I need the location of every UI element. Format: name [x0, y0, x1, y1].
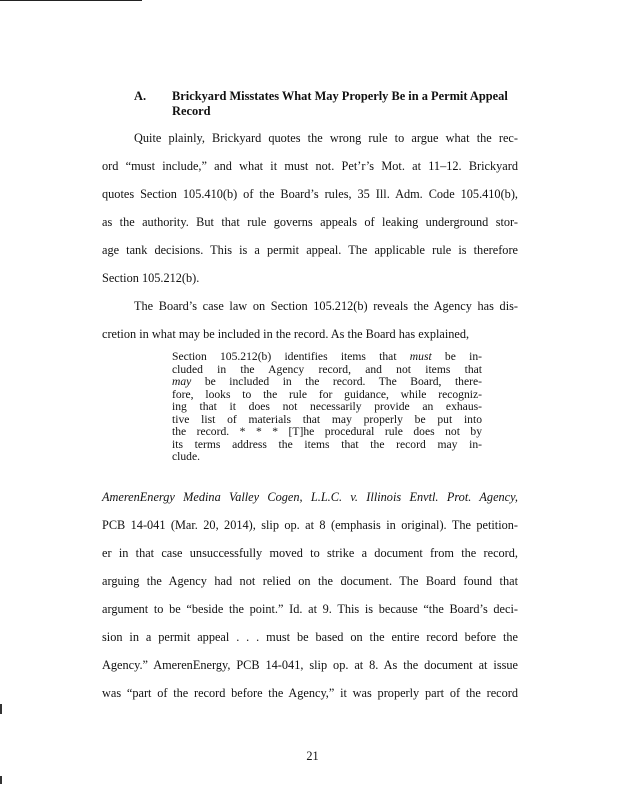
paragraph-line: ord “must include,” and what it must not. Pet’r’s Mot. at 11–12. Brickyard [102, 159, 518, 173]
section-title: Brickyard Misstates What May Properly Be in a Permit Appeal Record [172, 89, 508, 118]
block-quote-line: clude. [172, 450, 201, 463]
block-quote-line: its terms address the items that the record may in- [172, 438, 482, 451]
block-quote-line [172, 376, 482, 388]
block-quote-line: ing that it does not necessarily provide an exhaus- [172, 400, 482, 413]
top-rule [0, 0, 142, 1]
block-quote-line: cluded in the Agency record, and not items that [172, 363, 482, 376]
paragraph-line: PCB 14-041 (Mar. 20, 2014), slip op. at 8 (emphasis in original). The petition- [102, 518, 518, 532]
scan-mark [0, 776, 2, 784]
paragraph-line: cretion in what may be included in the record. As the Board has explained, [102, 327, 470, 341]
block-quote-line: the record. * * * [T]he procedural rule does not by [172, 425, 482, 438]
scan-mark [0, 704, 2, 714]
paragraph-line: Quite plainly, Brickyard quotes the wrong rule to argue what the rec- [134, 131, 518, 145]
paragraph-line: was “part of the record before the Agency,” it was properly part of the record [102, 686, 518, 700]
paragraph-line: argument to be “beside the point.” Id. at 9. This is because “the Board’s deci- [102, 602, 518, 616]
page-number: 21 [306, 749, 319, 763]
section-letter: A. [134, 89, 147, 103]
block-quote-line: tive list of materials that may properly be put into [172, 413, 482, 426]
paragraph-line: sion in a permit appeal . . . must be based on the entire record before the [102, 630, 518, 644]
block-quote-line: fore, looks to the rule for guidance, while recogniz- [172, 388, 482, 401]
paragraph-line: age tank decisions. This is a permit appeal. The applicable rule is therefore [102, 243, 518, 257]
block-quote-line [172, 351, 482, 363]
case-citation-line: AmerenEnergy Medina Valley Cogen, L.L.C. v. Illinois Envtl. Prot. Agency, [102, 490, 518, 504]
paragraph-line: quotes Section 105.410(b) of the Board’s rules, 35 Ill. Adm. Code 105.410(b), [102, 187, 518, 201]
paragraph-line: The Board’s case law on Section 105.212(b) reveals the Agency has dis- [134, 299, 518, 313]
paragraph-line: arguing the Agency had not relied on the document. The Board found that [102, 574, 518, 588]
paragraph-line: as the authority. But that rule governs appeals of leaking underground stor- [102, 215, 518, 229]
paragraph-line: er in that case unsuccessfully moved to strike a document from the record, [102, 546, 518, 560]
paragraph-line: Agency.” AmerenEnergy, PCB 14-041, slip op. at 8. As the document at issue [102, 658, 518, 672]
paragraph-line: Section 105.212(b). [102, 271, 200, 285]
quote-text: Section 105.212(b) identifies items that must be in- [172, 350, 482, 363]
quote-text: may be included in the record. The Board, there- [172, 375, 482, 388]
